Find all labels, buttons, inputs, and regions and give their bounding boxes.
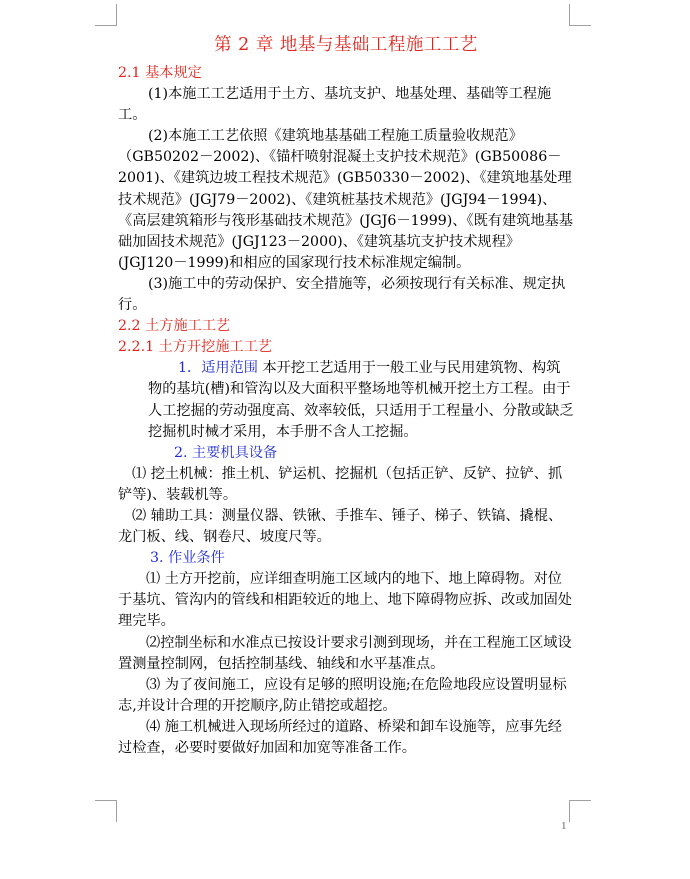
section-heading-2-2: 2.2 土方施工工艺 (118, 318, 231, 335)
crop-mark-top-right-h (569, 25, 591, 26)
conditions-item-2: ⑵控制坐标和水准点已按设计要求引测到现场，并在工程施工区域设置测量控制网，包括控制基线、轴线和水平基准点。 (118, 634, 572, 672)
conditions-item-3: ⑶ 为了夜间施工，应设有足够的照明设施;在危险地段应设置明显标志,并设计合理的开挖顺序,防止错挖或超挖。 (118, 676, 567, 714)
scope-text: 本开挖工艺适用于一般工业与民用建筑物、构筑物的基坑(槽)和管沟以及大面积平整场地等机械开挖土方工程。由于人工挖掘的劳动强度高、效率较低，只适用于工程量小、分散或缺乏挖掘机时械才采用，本手册不含人工挖掘。 (148, 360, 574, 440)
crop-mark-top-right-v (569, 4, 570, 26)
equipment-item-2: ⑵ 辅助工具：测量仪器、铁锹、手推车、锤子、梯子、铁镐、撬棍、龙门板、线、钢卷尺、坡度尺等。 (118, 507, 563, 546)
section-heading-2-2-1: 2.2.1 土方开挖施工工艺 (118, 339, 273, 356)
crop-mark-bottom-right-h (569, 800, 591, 801)
page-number: 1 (561, 820, 567, 832)
paragraph-2-1-1: (1)本施工工艺适用于土方、基坑支护、地基处理、基础等工程施工。 (118, 86, 552, 124)
scope-paragraph (118, 358, 574, 442)
scope-label: 1．适用范围 (178, 360, 258, 377)
equipment-heading: 2. 主要机具设备 (174, 444, 278, 461)
conditions-heading: 3. 作业条件 (150, 550, 225, 567)
section-heading-2-1: 2.1 基本规定 (118, 65, 202, 81)
paragraph-2-1-2: (2)本施工工艺依照《建筑地基基础工程施工质量验收规范》（GB50202－2002)、《锚杆喷射混凝土支护技术规范》(GB50086－2001)、《建筑边坡工程技术规范》(GB50330－2002)、《建筑地基处理技术规范》(JGJ79－2002)、《建筑桩基技术规范》(JGJ94－1994)、《高层建筑箱形与筏形基础技术规范》(JGJ6－1999)、《既有建筑地基基础加固技术规范》(JGJ123－2000)、《建筑基坑支护技术规程》(JGJ120－1999)和相应的国家现行技术标准规定编制。 (118, 128, 573, 271)
crop-mark-top-left-h (95, 25, 117, 26)
crop-mark-bottom-right-v (569, 800, 570, 822)
crop-mark-bottom-left-v (116, 800, 117, 822)
crop-mark-top-left-v (116, 4, 117, 26)
chapter-title: 第 2 章 地基与基础工程施工工艺 (214, 35, 478, 55)
paragraph-2-1-3: (3)施工中的劳动保护、安全措施等，必须按现行有关标准、规定执行。 (118, 275, 566, 314)
document-body (118, 30, 574, 759)
crop-mark-bottom-left-h (95, 800, 117, 801)
conditions-item-4: ⑷ 施工机械进入现场所经过的道路、桥梁和卸车设施等，应事先经过检查，必要时要做好加固和加宽等准备工作。 (118, 718, 562, 756)
equipment-item-1: ⑴ 挖土机械：推土机、铲运机、挖掘机（包括正铲、反铲、拉铲、抓铲等)、装载机等。 (118, 465, 563, 503)
conditions-item-1: ⑴ 土方开挖前，应详细查明施工区域内的地下、地上障碍物。对位于基坑、管沟内的管线和相距较近的地上、地下障碍物应拆、改或加固处理完毕。 (118, 571, 573, 630)
